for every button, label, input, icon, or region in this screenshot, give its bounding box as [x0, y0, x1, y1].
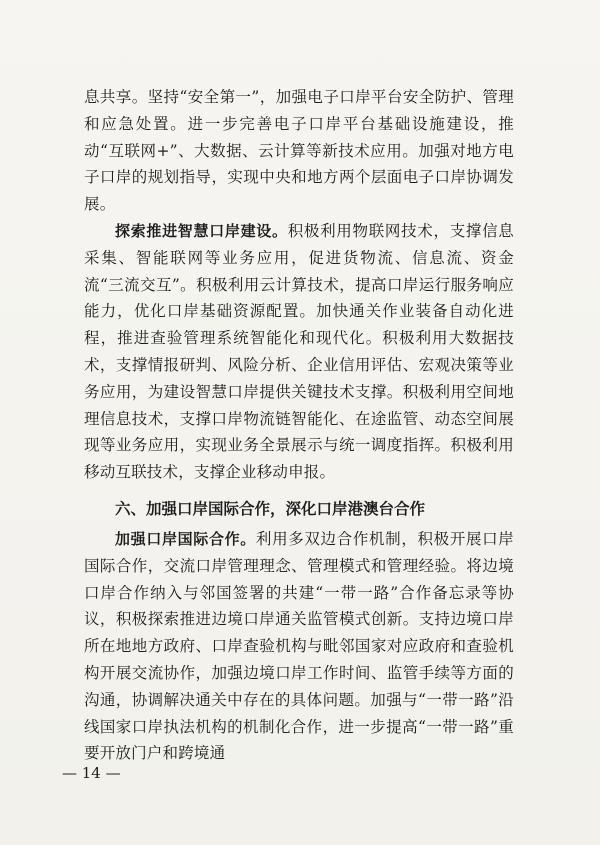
paragraph-lead: 加强口岸国际合作。 [115, 529, 256, 548]
paragraph-text: 利用多双边合作机制，积极开展口岸国际合作，交流口岸管理理念、管理模式和管理经验。将边境口岸合作纳入与邻国签署的共建“一带一路”合作备忘录等协议，积极探索推进边境口岸通关监管模式创新。支持边境口岸所在地地方政府、口岸查验机构与毗邻国家对应政府和查验机构开展交流协作，加强边境口岸工作时间、监管手续等方面的沟通，协调解决通关中存在的具体问题。加强与“一带一路”沿线国家口岸执法机构的机制化合作，进一步提高“一带一路”重要开放门户和跨境通 [84, 529, 514, 763]
page-number: — 14 — [62, 764, 121, 782]
spacer [84, 486, 514, 490]
paragraph-continuation [84, 84, 514, 218]
paragraph-text: 积极利用物联网技术，支撑信息采集、智能联网等业务应用，促进货物流、信息流、资金流“三流交互”。积极利用云计算技术，提高口岸运行服务响应能力，优化口岸基础资源配置。加快通关作业装备自动化进程，推进查验管理系统智能化和现代化。积极利用大数据技术，支撑情报研判、风险分析、企业信用评估、宏观决策等业务应用，为建设智慧口岸提供关键技术支撑。积极利用空间地理信息技术，支撑口岸物流链智能化、在途监管、动态空间展现等业务应用，实现业务全景展示与统一调度指挥。积极利用移动互联技术，支撑企业移动申报。 [84, 221, 514, 482]
paragraph-smart-port [84, 218, 514, 486]
paragraph-text: 息共享。坚持“安全第一”，加强电子口岸平台安全防护、管理和应急处置。进一步完善电子口岸平台基础设施建设，推动“互联网+”、大数据、云计算等新技术应用。加强对地方电子口岸的规划指导，实现中央和地方两个层面电子口岸协调发展。 [84, 88, 514, 214]
paragraph-lead: 探索推进智慧口岸建设。 [115, 221, 288, 240]
paragraph-international [84, 526, 514, 767]
body-text [84, 84, 514, 767]
section-heading: 六、加强口岸国际合作，深化口岸港澳台合作 [115, 499, 426, 518]
